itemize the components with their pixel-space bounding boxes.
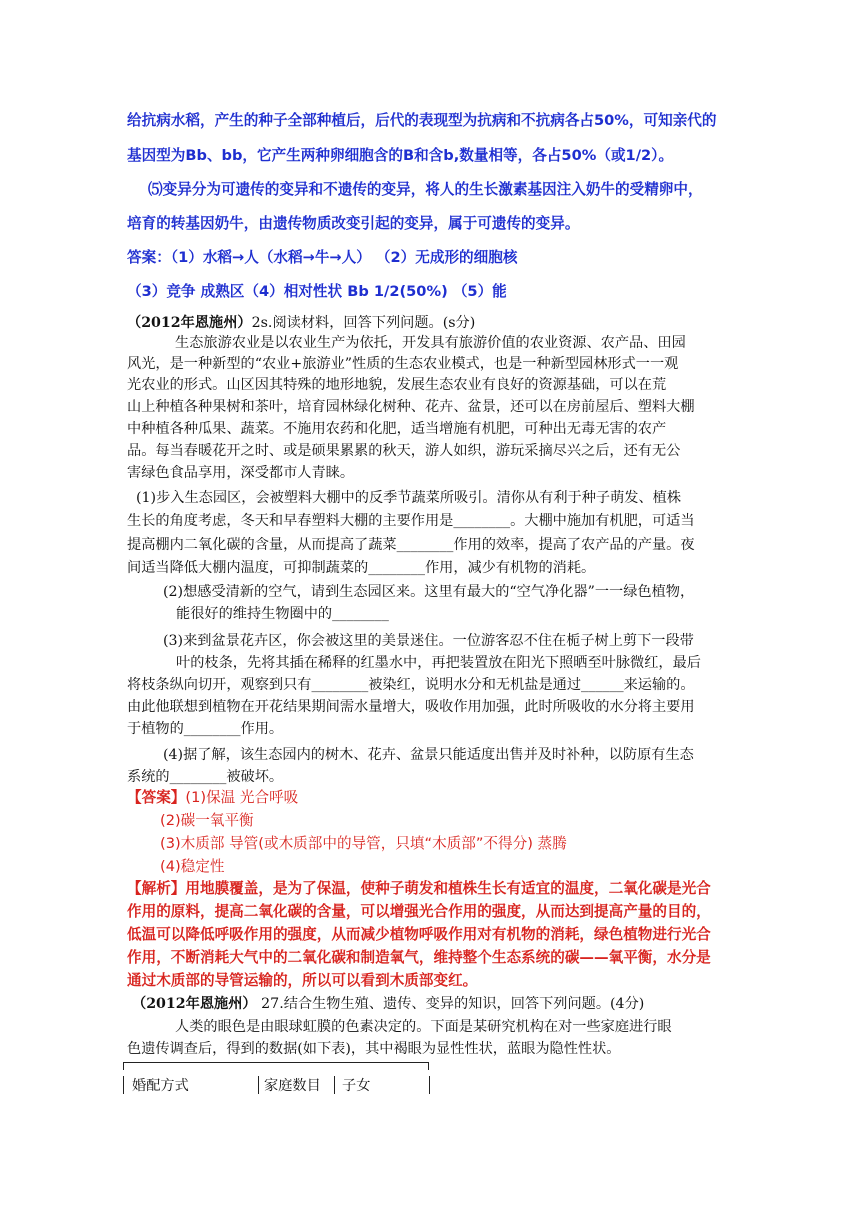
table-header-cell: 家庭数目	[264, 1078, 321, 1094]
answer-key-item: (2)碳一氧平衡	[160, 812, 254, 829]
passage-line: 色遗传调查后，得到的数据(如下表)，其中褐眼为显性性状，蓝眼为隐性性状。	[127, 1041, 621, 1057]
question-line: 将枝条纵向切开，观察到只有________被染红，说明水分和无机盐是通过______来运输的。	[127, 677, 695, 693]
question-line: (4)据了解，该生态园内的树木、花卉、盆景只能适度出售并及时补种，以防原有生态	[163, 747, 694, 763]
answer-explanation-line: 培育的转基因奶牛，由遗传物质改变引起的变异，属于可遗传的变异。	[127, 215, 580, 232]
question-line: (3)来到盆景花卉区，你会被这里的美景迷住。一位游客忍不住在栀子树上剪下一段带	[163, 633, 694, 649]
question-line: 提高棚内二氧化碳的含量，从而提高了蔬菜________作用的效率，提高了农产品的产量。夜	[127, 537, 695, 553]
question-line: 生长的角度考虑，冬天和早春塑料大棚的主要作用是________。大棚中施加有机肥，可适当	[127, 513, 695, 529]
passage-line: 品。每当春暖花开之时、或是硕果累累的秋天，游人如织，游玩采摘尽兴之后，还有无公	[127, 443, 681, 459]
passage-line: 风光，是一种新型的“农业+旅游业”性质的生态农业模式，也是一种新型园林形式一一观	[127, 356, 679, 372]
table-divider	[334, 1076, 335, 1094]
analysis-line: 通过木质部的导管运输的，所以可以看到木质部变红。	[127, 972, 478, 989]
answer-explanation-line: 基因型为Bb、bb，它产生两种卵细胞含的B和含b,数量相等，各占50%（或1/2）。	[127, 147, 674, 164]
question-source: （2012年恩施州）	[127, 315, 252, 331]
analysis-line: 作用的原料，提高二氧化碳的含量，可以增强光合作用的强度，从而达到提高产量的目的，	[127, 903, 711, 920]
analysis-line: 作用，不断消耗大气中的二氧化碳和制造氧气，维持整个生态系统的碳——氧平衡，水分是	[127, 949, 711, 966]
passage-line: 生态旅游农业是以农业生产为依托，开发具有旅游价值的农业资源、农产品、田园	[175, 335, 686, 351]
analysis-text: 用地膜覆盖，是为了保温，使种子萌发和植株生长有适宜的温度，二氧化碳是光合	[185, 880, 711, 897]
table-divider	[258, 1076, 259, 1094]
question-header	[132, 994, 644, 1014]
question-line: 能很好的维持生物圈中的________	[176, 606, 389, 622]
question-line: 系统的________被破坏。	[127, 769, 284, 785]
question-line: (1)步入生态园区，会被塑料大棚中的反季节蔬菜所吸引。清你从有利于种子萌发、植株	[136, 490, 682, 506]
analysis-line: 低温可以降低呼吸作用的强度，从而减少植物呼吸作用对有机物的消耗，绿色植物进行光合	[127, 926, 711, 943]
table-divider	[429, 1076, 430, 1094]
answer-explanation-line: ⑸变异分为可遗传的变异和不遗传的变异，将人的生长激素基因注入奶牛的受精卵中，	[148, 181, 703, 198]
table-divider	[123, 1076, 124, 1094]
passage-line: 人类的眼色是由眼球虹膜的色素决定的。下面是某研究机构在对一些家庭进行眼	[175, 1019, 672, 1035]
passage-line: 害绿色食品享用，深受都市人青睐。	[127, 465, 355, 481]
question-title: 27.结合生物生殖、遗传、变异的知识，回答下列问题。(4分)	[256, 996, 645, 1012]
passage-line: 中种植各种瓜果、蔬菜。不施用农药和化肥，适当增施有机肥，可种出无毒无害的农产	[127, 421, 667, 437]
question-header	[127, 313, 475, 333]
answer-key-item: (1)保温 光合呼吸	[185, 789, 299, 806]
answer-line: （3）竞争 成熟区（4）相对性状 Bb 1/2(50%) （5）能	[127, 283, 507, 300]
table-header-cell: 子女	[342, 1078, 371, 1094]
table-header-cell: 婚配方式	[132, 1078, 189, 1094]
answer-key-item: (4)稳定性	[160, 858, 225, 875]
question-line: (2)想感受清新的空气，请到生态园区来。这里有最大的“空气净化器”一一绿色植物，	[163, 584, 695, 600]
question-title: 2s.阅读材料，回答下列问题。(s分)	[251, 315, 476, 331]
answer-key-label: 【答案】	[127, 789, 186, 806]
question-source: （2012年恩施州）	[132, 996, 257, 1012]
table-top-border	[123, 1062, 429, 1063]
analysis-line	[127, 879, 711, 899]
passage-line: 光农业的形式。山区因其特殊的地形地貌，发展生态农业有良好的资源基础，可以在荒	[127, 377, 667, 393]
answer-line: 答案：（1）水稻→人（水稻→牛→人） （2）无成形的细胞核	[127, 249, 518, 266]
answer-key-line	[127, 788, 298, 808]
passage-line: 山上种植各种果树和茶叶，培育园林绿化树种、花卉、盆景，还可以在房前屋后、塑料大棚	[127, 399, 695, 415]
analysis-label: 【解析】	[127, 880, 186, 897]
answer-key-item: (3)木质部 导管(或木质部中的导管，只填“木质部”不得分) 蒸腾	[160, 835, 567, 852]
question-line: 间适当降低大棚内温度，可抑制蔬菜的________作用，减少有机物的消耗。	[127, 560, 596, 576]
answer-explanation-line: 给抗病水稻，产生的种子全部种植后，后代的表现型为抗病和不抗病各占50%，可知亲代的	[127, 112, 717, 129]
question-line: 叶的枝条，先将其插在稀释的红墨水中，再把装置放在阳光下照晒至叶脉微红，最后	[176, 655, 701, 671]
question-line: 由此他联想到植物在开花结果期间需水量增大，吸收作用加强，此时所吸收的水分将主要用	[127, 699, 695, 715]
question-line: 于植物的________作用。	[127, 721, 284, 737]
